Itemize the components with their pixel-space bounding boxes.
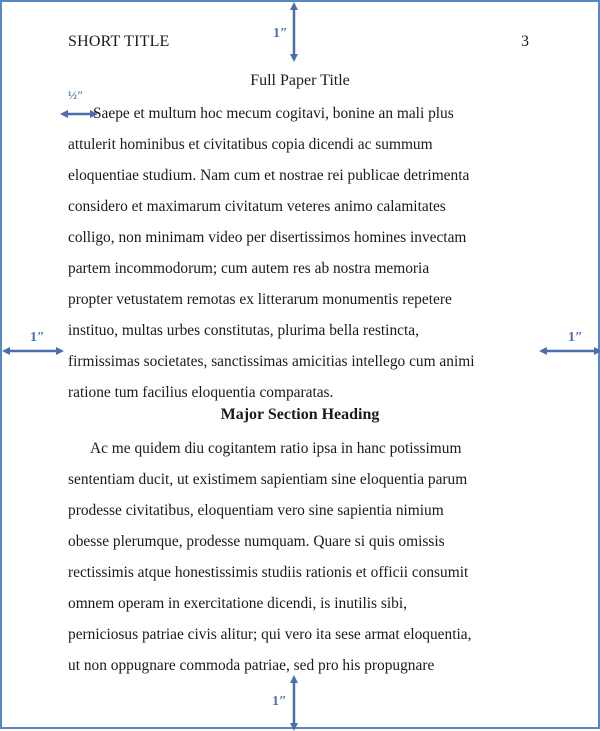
text-line: perniciosus patriae civis alitur; qui vero ita sese armat eloquentia, [68,626,472,643]
bottom-margin-label: 1″ [272,694,287,709]
text-line: partem incommodorum; cum autem res ab nostra memoria [68,260,430,277]
text-line: firmissimas societates, sanctissimas amicitias intellego cum animi [68,353,475,370]
indent-label: ½″ [68,88,84,102]
right-margin-label: 1″ [568,330,583,345]
running-head: SHORT TITLE [68,33,170,50]
page-number: 3 [521,33,529,50]
text-line: colligo, non minimam video per disertissimos homines invectam [68,229,467,246]
text-line: considero et maximarum civitatum veteres animo calamitates [68,198,446,215]
text-line: eloquentiae studium. Nam cum et nostrae rei publicae detrimenta [68,167,470,184]
text-line: Ac me quidem diu cogitantem ratio ipsa in hanc potissimum [90,440,462,457]
text-line: sententiam ducit, ut existimem sapientiam sine eloquentia parum [68,471,468,488]
text-line: attulerit hominibus et civitatibus copia dicendi ac summum [68,136,433,153]
text-line: instituo, multas urbes constitutas, plurima bella restincta, [68,322,419,339]
text-line: rectissimis atque honestissimis studiis rationis et officii consumit [68,564,469,581]
text-line: obesse plerumque, prodesse numquam. Quare si quis omissis [68,533,445,550]
paragraph-1 [68,98,538,408]
text-line: ratione tum facilius eloquentia comparatas. [68,384,334,401]
text-line: ut non oppugnare commoda patriae, sed pro his propugnare [68,657,435,674]
left-margin-label: 1″ [30,330,45,345]
paragraph-2 [68,433,538,681]
paper-title: Full Paper Title [250,72,350,89]
section-heading: Major Section Heading [220,406,380,423]
text-line: propter vetustatem remotas ex litterarum monumentis repetere [68,291,452,308]
text-line: prodesse civitatibus, eloquentiam vero sine sapientia nimium [68,502,444,519]
top-margin-label: 1″ [273,26,288,41]
text-line: Saepe et multum hoc mecum cogitavi, bonine an mali plus [93,105,454,122]
text-line: omnem operam in exercitatione dicendi, is inutilis sibi, [68,595,407,612]
